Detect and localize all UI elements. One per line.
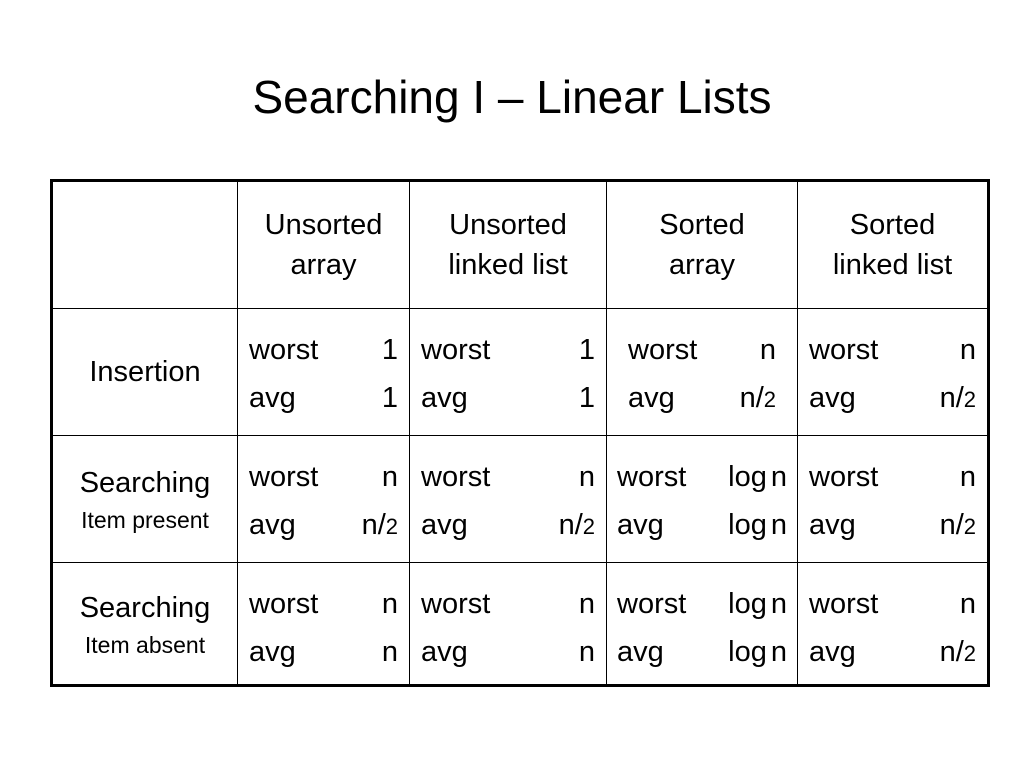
complexity-table	[50, 179, 990, 687]
worst-case-line	[809, 584, 976, 624]
worst-label: worst	[809, 588, 879, 620]
avg-complexity-value: 1	[381, 382, 398, 414]
worst-case-line	[617, 584, 787, 624]
table-cell	[607, 309, 798, 436]
worst-case-line	[421, 457, 595, 497]
avg-label: avg	[617, 636, 664, 668]
table-cell	[410, 563, 607, 684]
row-header-sublabel: Item absent	[84, 631, 206, 658]
worst-case-line	[809, 457, 976, 497]
worst-label: worst	[628, 334, 698, 366]
avg-complexity-value: n/2	[558, 509, 595, 541]
column-header-unsorted-array	[238, 182, 410, 309]
slide-title: Searching I – Linear Lists	[252, 71, 772, 123]
row-header-label: Searching	[79, 467, 211, 499]
worst-case-line	[617, 457, 787, 497]
avg-complexity-value: n	[381, 636, 398, 668]
table-cell	[798, 563, 987, 684]
avg-complexity-value: log n	[728, 509, 787, 541]
avg-label: avg	[809, 636, 856, 668]
column-header-line: Unsorted	[449, 209, 567, 241]
avg-complexity-value: n/2	[939, 382, 976, 414]
avg-label: avg	[249, 382, 296, 414]
worst-complexity-value: n	[381, 588, 398, 620]
avg-case-line	[421, 632, 595, 672]
worst-label: worst	[421, 334, 491, 366]
avg-complexity-value: n	[578, 636, 595, 668]
table-cell	[238, 563, 410, 684]
worst-case-line	[628, 330, 776, 370]
worst-complexity-value: n	[959, 461, 976, 493]
column-header-unsorted-linked-list	[410, 182, 607, 309]
worst-case-line	[809, 330, 976, 370]
avg-label: avg	[249, 509, 296, 541]
worst-complexity-value: n	[759, 334, 776, 366]
avg-label: avg	[421, 636, 468, 668]
table-cell	[607, 436, 798, 563]
row-header-insertion	[53, 309, 238, 436]
worst-label: worst	[421, 461, 491, 493]
avg-case-line	[249, 378, 398, 418]
table-cell	[410, 436, 607, 563]
worst-complexity-value: n	[578, 461, 595, 493]
avg-case-line	[617, 632, 787, 672]
column-header-line: array	[668, 249, 736, 281]
worst-case-line	[249, 584, 398, 624]
worst-complexity-value: n	[959, 334, 976, 366]
avg-label: avg	[617, 509, 664, 541]
avg-case-line	[249, 505, 398, 545]
avg-case-line	[249, 632, 398, 672]
table-cell	[410, 309, 607, 436]
avg-case-line	[628, 378, 776, 418]
avg-complexity-value: n/2	[739, 382, 776, 414]
table-cell	[607, 563, 798, 684]
avg-complexity-value: n/2	[361, 509, 398, 541]
table-cell	[238, 436, 410, 563]
avg-label: avg	[249, 636, 296, 668]
avg-case-line	[421, 378, 595, 418]
avg-case-line	[421, 505, 595, 545]
worst-label: worst	[617, 461, 687, 493]
column-header-line: Unsorted	[264, 209, 383, 241]
column-header-line: linked list	[448, 249, 568, 281]
worst-label: worst	[617, 588, 687, 620]
worst-label: worst	[249, 588, 319, 620]
worst-complexity-value: log n	[728, 588, 787, 620]
row-header-searching-present	[53, 436, 238, 563]
avg-case-line	[809, 378, 976, 418]
table-cell	[798, 309, 987, 436]
table-corner-cell	[53, 182, 238, 309]
worst-complexity-value: log n	[728, 461, 787, 493]
avg-label: avg	[421, 509, 468, 541]
table-cell	[798, 436, 987, 563]
worst-label: worst	[809, 334, 879, 366]
worst-label: worst	[249, 334, 319, 366]
avg-complexity-value: log n	[728, 636, 787, 668]
column-header-sorted-linked-list	[798, 182, 987, 309]
row-header-label: Searching	[79, 591, 211, 624]
worst-case-line	[421, 584, 595, 624]
worst-complexity-value: n	[381, 461, 398, 493]
column-header-line: Sorted	[849, 209, 936, 241]
avg-label: avg	[628, 382, 675, 414]
table-cell	[238, 309, 410, 436]
avg-complexity-value: n/2	[939, 509, 976, 541]
worst-complexity-value: n	[959, 588, 976, 620]
avg-label: avg	[421, 382, 468, 414]
column-header-line: Sorted	[659, 209, 745, 241]
worst-case-line	[249, 330, 398, 370]
worst-complexity-value: 1	[578, 334, 595, 366]
worst-label: worst	[421, 588, 491, 620]
column-header-sorted-array	[607, 182, 798, 309]
worst-case-line	[421, 330, 595, 370]
avg-label: avg	[809, 509, 856, 541]
row-header-searching-absent	[53, 563, 238, 684]
worst-complexity-value: 1	[381, 334, 398, 366]
row-header-sublabel: Item present	[81, 507, 209, 533]
avg-case-line	[809, 632, 976, 672]
worst-label: worst	[809, 461, 879, 493]
avg-case-line	[617, 505, 787, 545]
avg-complexity-value: n/2	[939, 636, 976, 668]
worst-label: worst	[249, 461, 319, 493]
avg-case-line	[809, 505, 976, 545]
avg-label: avg	[809, 382, 856, 414]
worst-complexity-value: n	[578, 588, 595, 620]
column-header-line: linked list	[832, 249, 953, 281]
avg-complexity-value: 1	[578, 382, 595, 414]
worst-case-line	[249, 457, 398, 497]
row-header-label: Insertion	[89, 356, 201, 388]
column-header-line: array	[290, 249, 357, 281]
